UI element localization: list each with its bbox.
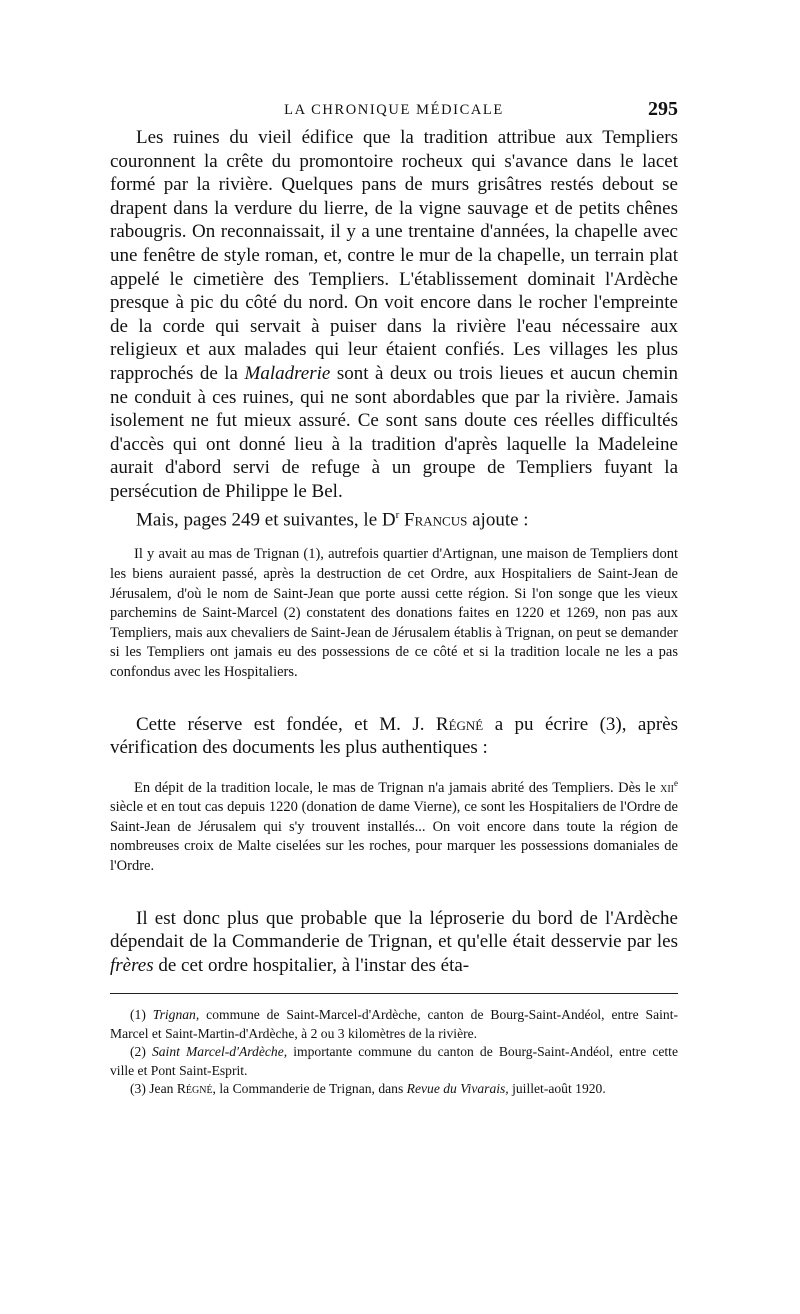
paragraph-francus-start: Mais, pages 249 et suivantes, le D: [136, 508, 396, 530]
paragraph-ruins-end: sont à deux ou trois lieues et aucun chemin ne conduit à ces ruines, qui ne sont abordables que par la rivière. Jamais isolement ne fut mieux assuré. Ce sont sans doute ces réelles difficultés d'accès qui ont donné lieu à la tradition d'après laquelle la Madeleine aurait d'abord servi de refuge à un groupe de Templiers fuyant la persécution de Philippe le Bel.: [110, 362, 679, 502]
century-numeral: xii: [660, 779, 674, 796]
running-title: LA CHRONIQUE MÉDICALE: [284, 102, 504, 118]
paragraph-regne: [110, 713, 678, 760]
paragraph-ruins: [110, 126, 678, 504]
document-page: [110, 98, 678, 1098]
paragraph-ruins-text: Les ruines du vieil édifice que la tradition attribue aux Templiers couronnent la crête du promontoire rocheux qui s'avance dans le lacet formé par la rivière. Quelques pans de murs grisâtres restés debout se drapent dans la verdure du lierre, de la vigne sauvage et de petits chênes rabougris. On reconnaissait, il y a une trentaine d'années, la chapelle avec une fenêtre de style roman, et, contre le mur de la chapelle, un terrain plat appelé le cimetière des Templiers. L'établissement dominait l'Ardèche presque à pic du côté du nord. On voit encore dans le rocher l'empreinte de la corde qui servait à puiser dans la rivière l'eau nécessaire aux religieux et aux malades qui leur étaient confiés. Les villages les plus rapprochés de la: [110, 127, 678, 384]
footnote-3-journal: Revue du Vivarais,: [406, 1080, 509, 1096]
footnote-2-marker: (2): [130, 1044, 146, 1060]
doctor-superscript: r: [395, 508, 400, 521]
footnote-1-marker: (1): [130, 1007, 146, 1023]
page-number: 295: [648, 98, 678, 120]
maladrerie-italic: Maladrerie: [244, 362, 331, 384]
footnote-2-italic: Saint Marcel-d'Ardèche,: [151, 1044, 288, 1060]
paragraph-francus: [110, 504, 678, 532]
footnote-3-text-b: la Commanderie de Trignan, dans: [219, 1080, 404, 1096]
century-superscript: e: [674, 777, 678, 788]
paragraph-regne-start: Cette réserve est fondée, et M. J.: [136, 713, 425, 735]
footnote-divider: [110, 993, 678, 994]
author-francus: Francus: [404, 508, 468, 530]
paragraph-francus-end: ajoute :: [472, 508, 529, 530]
footnote-1-italic: Trignan,: [152, 1007, 200, 1023]
quote-regne-start: En dépit de la tradition locale, le mas de Trignan n'a jamais abrité des Templiers. Dès le: [134, 779, 656, 796]
quote-regne: [110, 774, 678, 877]
footnote-3-marker: (3): [130, 1080, 146, 1096]
quote-francus: Il y avait au mas de Trignan (1), autrefois quartier d'Artignan, une maison de Templiers dont les biens auraient passé, après la destruction de cet Ordre, aux Hospitaliers de Saint-Jean de Jérusalem, d'où le nom de Saint-Jean que porte aussi cette région. Si l'on songe que les vieux parchemins de Saint-Marcel (2) constatent des donations faites en 1220 et 1269, non pas aux Templiers, mais aux chevaliers de Saint-Jean de Jérusalem établis à Trignan, on peut se demander si les Templiers ont jamais eu des possessions de ce côté et si la tradition locale ne les a pas confondus avec les Hospitaliers.: [110, 546, 678, 680]
paragraph-conclusion: [110, 907, 678, 978]
footnote-3-author: Régné,: [176, 1080, 216, 1096]
author-regne: Régné: [435, 713, 484, 735]
page-header: [110, 98, 678, 120]
paragraph-regne-end: a pu écrire (3), après vérification des documents les plus authentiques :: [110, 713, 679, 759]
paragraph-conclusion-end: de cet ordre hospitalier, à l'instar des éta-: [158, 954, 470, 976]
freres-italic: frères: [110, 954, 154, 976]
footnote-3-text-a: Jean: [149, 1080, 174, 1096]
footnote-2-text: importante commune du canton de Bourg-Saint-Andéol, entre cette ville et Pont Saint-Esprit.: [110, 1044, 678, 1078]
footnotes: [110, 1006, 678, 1098]
footnote-1: [110, 1006, 678, 1043]
footnote-3: [110, 1080, 678, 1098]
footnote-2: [110, 1043, 678, 1080]
paragraph-conclusion-start: Il est donc plus que probable que la léproserie du bord de l'Ardèche dépendait de la Commanderie de Trignan, et qu'elle était desservie par les: [110, 907, 678, 953]
footnote-1-text: commune de Saint-Marcel-d'Ardèche, canton de Bourg-Saint-Andéol, entre Saint-Marcel et Saint-Martin-d'Ardèche, à 2 ou 3 kilomètres de la rivière.: [110, 1007, 678, 1041]
footnote-3-text-c: juillet-août 1920.: [512, 1080, 606, 1096]
quote-regne-end: siècle et en tout cas depuis 1220 (donation de dame Vierne), ce sont les Hospitaliers de l'Ordre de Saint-Jean de Jérusalem qui s'y trouvent installés... On voit encore dans toute la région de nombreuses croix de Malte ciselées sur les roches, pour marquer les possessions domaniales de l'Ordre.: [110, 799, 678, 874]
